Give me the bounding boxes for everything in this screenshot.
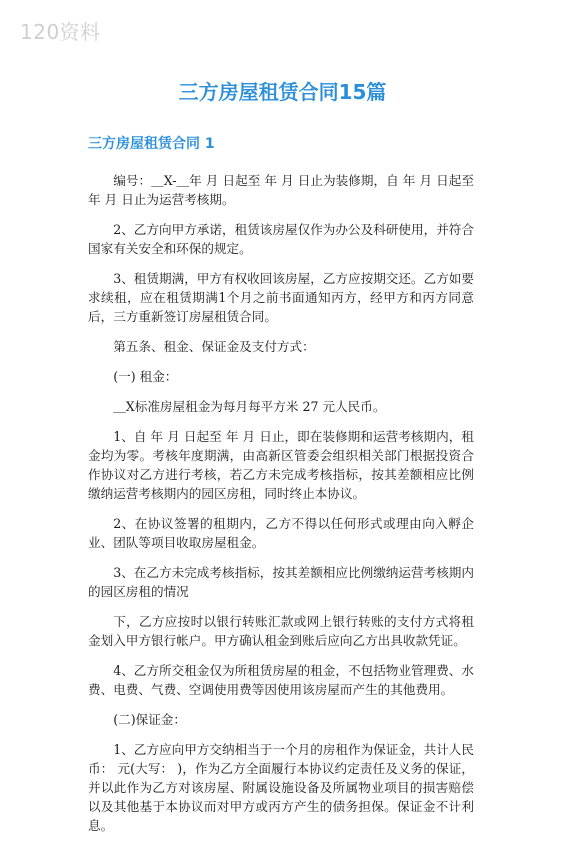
- document-body: [88, 171, 474, 846]
- paragraph: ＿X标准房屋租金为每月每平方米 27 元人民币。: [113, 399, 386, 414]
- paragraph: 3、租赁期满，甲方有权收回该房屋，乙方应按期交还。乙方如要求续租，应在租赁期满1个月之前书面通知丙方，经甲方和丙方同意后，三方重新签订房屋租赁合同。: [88, 271, 474, 324]
- paragraph: 编号：＿X-＿年 月 日起至 年 月 日止为装修期，自 年 月 日起至 年 月 日止为运营考核期。: [88, 173, 474, 207]
- paragraph: (一) 租金：: [113, 369, 178, 384]
- paragraph: 2、乙方向甲方承诺，租赁该房屋仅作为办公及科研使用，并符合国家有关安全和环保的规定。: [88, 222, 474, 256]
- paragraph: 下，乙方应按时以银行转账汇款或网上银行转账的支付方式将租金划入甲方银行帐户。甲方确认租金到账后应向乙方出具收款凭证。: [88, 614, 474, 648]
- paragraph: 1、自 年 月 日起至 年 月 日止，即在装修期和运营考核期内，租金均为零。考核年度期满，由高新区管委会组织相关部门根据投资合作协议对乙方进行考核，若乙方未完成考核指标，按其差额相应比例缴纳运营考核期内的园区房租，同时终止本协议。: [88, 429, 474, 501]
- paragraph: 2、在协议签署的租期内，乙方不得以任何形式或理由向入孵企业、团队等项目收取房屋租金。: [88, 516, 474, 550]
- watermark-logo: 120资料: [20, 20, 101, 44]
- paragraph: 第五条、租金、保证金及支付方式：: [113, 339, 315, 354]
- document-title: 三方房屋租赁合同15篇: [178, 80, 387, 104]
- paragraph: (二)保证金：: [113, 712, 186, 727]
- paragraph: 4、乙方所交租金仅为所租赁房屋的租金，不包括物业管理费、水费、电费、气费、空调使用费等因使用该房屋而产生的其他费用。: [88, 663, 474, 697]
- paragraph: 1、乙方应向甲方交纳相当于一个月的房租作为保证金，共计人民币： 元(大写： )，作为乙方全面履行本协议约定责任及义务的保证，并以此作为乙方对该房屋、附属设施设备及所属物业项目的损害赔偿以及其他基于本协议而对甲方或丙方产生的债务担保。保证金不计利息。: [88, 742, 474, 833]
- paragraph: 3、在乙方未完成考核指标，按其差额相应比例缴纳运营考核期内的园区房租的情况: [88, 565, 474, 599]
- section-title: 三方房屋租赁合同 1: [88, 136, 215, 152]
